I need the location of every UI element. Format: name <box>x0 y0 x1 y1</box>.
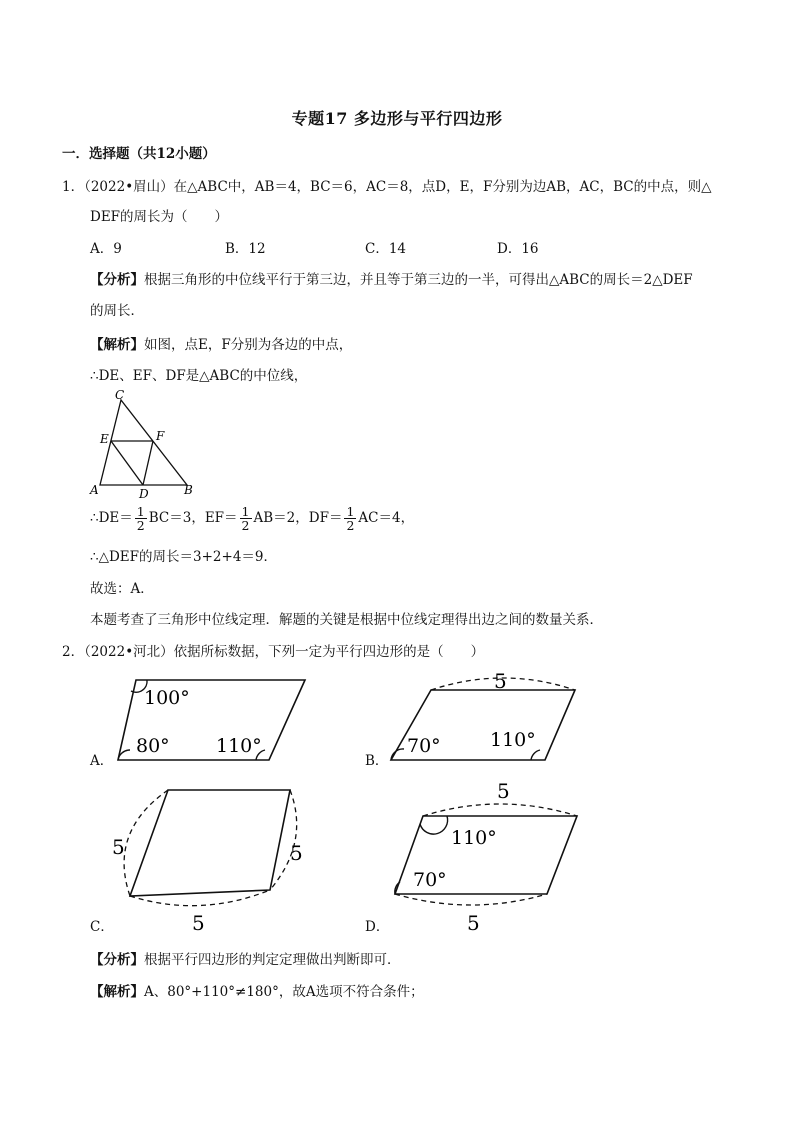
q2-fig-a-letter: A． <box>90 753 114 769</box>
dashed-arc-top <box>423 804 577 816</box>
segment-df <box>143 441 153 485</box>
angle-mark-br <box>531 750 540 760</box>
q2-stem: 2．（2022•河北）依据所标数据，下列一定为平行四边形的是（ ） <box>62 644 485 660</box>
triangle-abc <box>100 400 187 485</box>
q1-summary: 本题考查了三角形中位线定理．解题的关键是根据中位线定理得出边之间的数量关系． <box>90 612 603 628</box>
q1-analysis <box>90 271 693 289</box>
q1-analysis-tag: 【分析】 <box>90 272 144 288</box>
q1-perimeter: ∴△DEF的周长＝3+2+4＝9． <box>90 549 277 565</box>
side-label-bottom: 5 <box>192 911 205 932</box>
dashed-arc-bottom <box>395 894 547 905</box>
calc-part-3: AB＝2，DF＝ <box>253 510 343 526</box>
q1-solution-tag: 【解析】 <box>90 337 144 353</box>
q2-figure-a <box>112 672 312 768</box>
angle-mark-tl <box>420 816 448 834</box>
q1-analysis-text-2: 的周长． <box>90 303 144 319</box>
side-label-bottom: 5 <box>467 911 480 935</box>
q1-calc-line <box>90 503 414 533</box>
side-label-right: 5 <box>290 841 303 865</box>
q2-solution-tag: 【解析】 <box>90 984 144 1000</box>
fraction-half-2 <box>240 505 252 532</box>
q1-option-d: D．16 <box>497 241 539 257</box>
q1-analysis-text: 根据三角形的中位线平行于第三边，并且等于第三边的一半，可得出△ABC的周长＝2△DEF <box>144 272 693 288</box>
fraction-den: 2 <box>241 518 250 533</box>
calc-part-4: AC＝4， <box>358 510 415 526</box>
side-label-5: 5 <box>494 669 507 693</box>
segment-de <box>111 441 143 485</box>
q2-analysis <box>90 951 401 969</box>
q2-solution-text: A、80°+110°≠180°，故A选项不符合条件； <box>144 984 424 1000</box>
fraction-num: 1 <box>346 504 355 519</box>
q1-solution-text: 如图，点E，F分别为各边的中点， <box>144 337 353 353</box>
q1-answer: 故选：A． <box>90 581 154 597</box>
q2-figure-b <box>385 664 585 768</box>
dashed-arc-left <box>124 790 168 896</box>
q1-solution <box>90 336 352 354</box>
label-a: A <box>90 483 99 497</box>
q1-solution-text-2: ∴DE、EF、DF是△ABC的中位线， <box>90 368 308 384</box>
calc-part-1: ∴DE＝ <box>90 510 133 526</box>
q2-fig-c-letter: C． <box>90 919 114 935</box>
label-e: E <box>100 432 109 446</box>
label-d: D <box>139 487 149 500</box>
q2-analysis-tag: 【分析】 <box>90 952 144 968</box>
q1-stem-line1: 1．（2022•眉山）在△ABC中，AB＝4，BC＝6，AC＝8，点D，E，F分别为边AB，AC，BC的中点，则△ <box>62 179 712 195</box>
q2-fig-d-letter: D． <box>365 919 390 935</box>
side-label-top: 5 <box>497 779 510 803</box>
angle-label-100: 100° <box>144 687 190 709</box>
q1-option-a: A．9 <box>90 241 122 257</box>
page-title: 专题17 多边形与平行四边形 <box>291 109 503 128</box>
angle-mark-bl <box>391 749 404 760</box>
label-c: C <box>115 388 125 402</box>
q2-figure-d <box>385 778 585 936</box>
fraction-num: 1 <box>241 504 250 519</box>
calc-part-2: BC＝3，EF＝ <box>148 510 238 526</box>
q2-figure-c <box>108 782 318 932</box>
fraction-num: 1 <box>136 504 145 519</box>
q2-solution <box>90 983 424 1001</box>
angle-label-70: 70° <box>407 735 441 757</box>
triangle-figure <box>84 388 204 500</box>
quadrilateral-c <box>130 790 290 896</box>
q2-fig-b-letter: B． <box>365 753 389 769</box>
angle-label-110: 110° <box>490 729 536 751</box>
angle-label-110: 110° <box>216 735 262 757</box>
angle-label-70: 70° <box>413 869 447 891</box>
fraction-half-1 <box>135 505 147 532</box>
fraction-den: 2 <box>136 518 145 533</box>
q1-option-c: C．14 <box>365 241 407 257</box>
side-label-left: 5 <box>112 835 125 859</box>
section-heading: 一．选择题（共12小题） <box>62 146 216 162</box>
q2-analysis-text: 根据平行四边形的判定定理做出判断即可． <box>144 952 401 968</box>
angle-label-80: 80° <box>136 735 170 757</box>
label-b: B <box>184 483 193 497</box>
q1-option-b: B．12 <box>225 241 266 257</box>
fraction-half-3 <box>344 505 356 532</box>
q1-stem-line2: DEF的周长为（ ） <box>90 209 229 225</box>
dashed-arc-right <box>270 790 297 890</box>
angle-label-110: 110° <box>451 827 497 849</box>
fraction-den: 2 <box>346 518 355 533</box>
label-f: F <box>156 429 165 443</box>
